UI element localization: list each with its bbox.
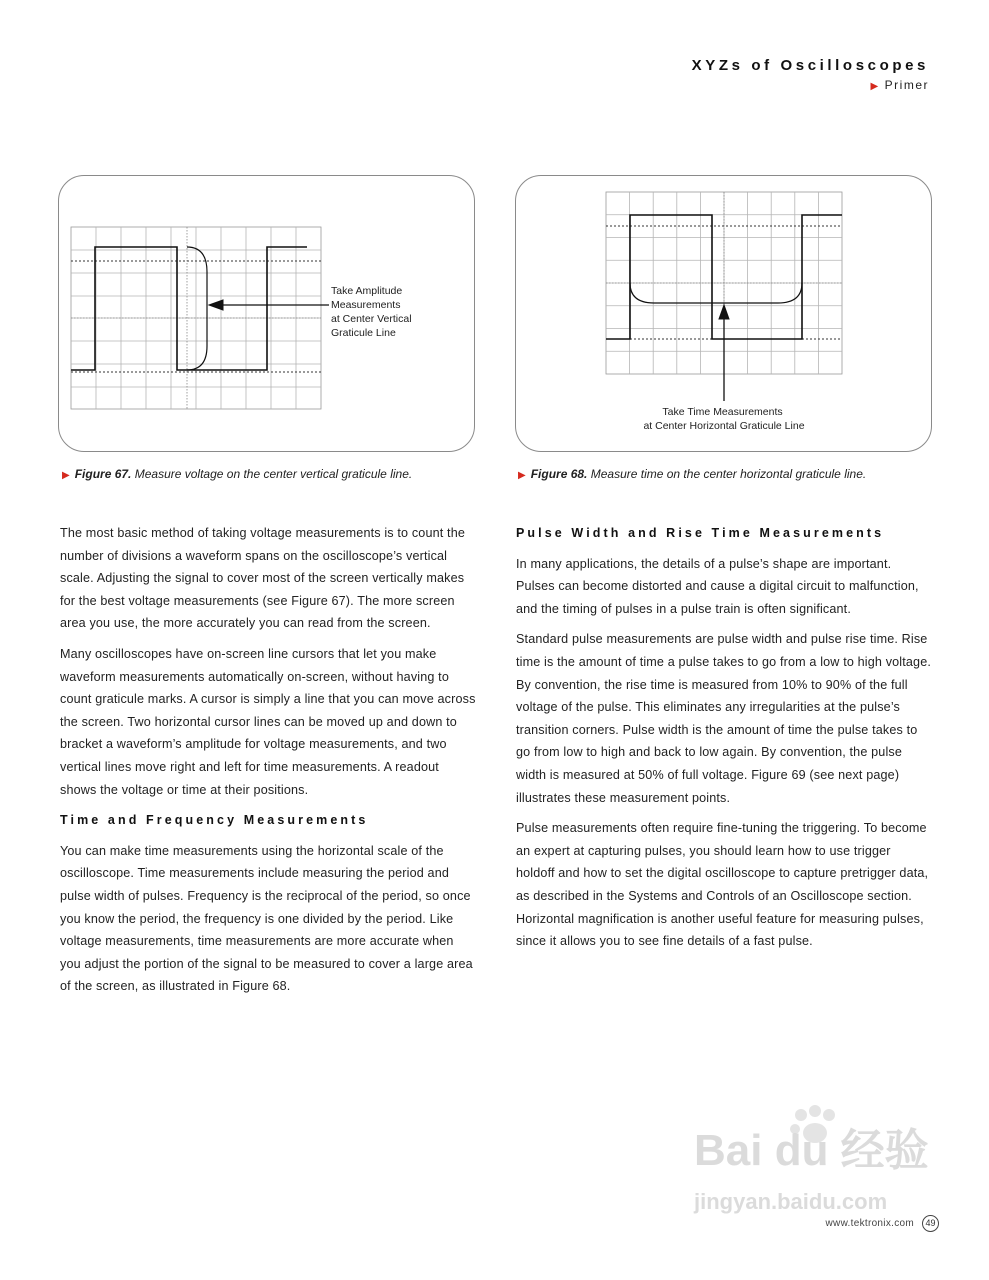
figure-68-caption <box>518 467 866 481</box>
triangle-bullet-icon: ▶ <box>518 470 526 481</box>
rounded-base-trace <box>630 283 802 303</box>
figure-67-annotation: Take Amplitude Measurements at Center Vertical Graticule Line <box>331 285 412 339</box>
document-title: XYZs of Oscilloscopes <box>691 57 929 74</box>
figure-68-box <box>515 175 932 452</box>
paragraph: Pulse measurements often require fine-tuning the triggering. To become an expert at capturing pulses, you should learn how to use trigger holdoff and how to set the digital oscilloscope to capture pretrigger data, as described in the Systems and Controls of an Oscilloscope section. Horizontal magnification is another useful feature for measuring pulses, since it allows you to see fine details of a fast pulse. <box>516 821 929 949</box>
paragraph: Standard pulse measurements are pulse width and pulse rise time. Rise time is the amount of time a pulse takes to go from a low to high voltage. By convention, the rise time is measured from 10% to 90% of the full voltage of the pulse. This eliminates any irregularities at the pulse’s transition corners. Pulse width is the amount of time the pulse takes to go from low to high and back to low again. By convention, the pulse width is measured at 50% of full voltage. Figure 69 (see next page) illustrates these measurement points. <box>516 632 932 805</box>
rounded-edge-trace <box>187 247 207 370</box>
baidu-watermark-logo <box>689 1105 929 1215</box>
triangle-bullet-icon: ▶ <box>870 81 880 92</box>
watermark-site-text: jingyan.baidu.com <box>694 1189 888 1214</box>
page-number: 49 <box>922 1215 939 1232</box>
figure-67-oscilloscope-diagram <box>59 176 474 451</box>
figure-68-oscilloscope-diagram <box>516 176 931 451</box>
paragraph: Many oscilloscopes have on-screen line cursors that let you make waveform measurements automatically on-screen, without having to count graticule marks. A cursor is simply a line that you can move across the screen. Two horizontal cursor lines can be moved up and down to bracket a waveform’s amplitude for voltage measurements, and two vertical lines move right and left for time measurements. A readout shows the voltage or time at their positions. <box>60 646 476 797</box>
figure-68-annotation: Take Time Measurements at Center Horizontal Graticule Line <box>643 406 805 432</box>
square-wave-trace <box>71 247 307 370</box>
subtitle-text: Primer <box>884 78 929 92</box>
watermark-logo-text: Bai du 经验 <box>694 1126 929 1175</box>
caption-text: Measure time on the center horizontal graticule line. <box>587 467 867 481</box>
footer-url[interactable]: www.tektronix.com <box>825 1218 914 1229</box>
caption-text: Measure voltage on the center vertical graticule line. <box>131 467 413 481</box>
paragraph: In many applications, the details of a pulse’s shape are important. Pulses can become distorted and cause a digital circuit to malfunction, and the timing of pulses in a pulse train is often significant. <box>516 556 919 616</box>
left-column <box>60 522 476 1006</box>
document-subtitle <box>870 78 929 92</box>
paragraph: The most basic method of taking voltage measurements is to count the number of divisions a waveform spans on the oscilloscope’s vertical scale. Adjusting the signal to cover most of the screen vertically makes for the best voltage measurements (see Figure 67). The more screen area you use, the more accurately you can read from the screen. <box>60 526 466 631</box>
section-heading: Time and Frequency Measurements <box>60 813 369 828</box>
time-arrow <box>719 305 729 401</box>
triangle-bullet-icon: ▶ <box>62 470 70 481</box>
paragraph: You can make time measurements using the horizontal scale of the oscilloscope. Time measurements include measuring the period and pulse width of pulses. Frequency is the reciprocal of the period, so once you know the period, the frequency is one divided by the period. Like voltage measurements, time measurements are more accurate when you adjust the portion of the signal to be measured to cover a large area of the screen, as illustrated in Figure 68. <box>60 843 473 994</box>
figure-67-box <box>58 175 475 452</box>
figure-67-caption <box>62 467 412 481</box>
right-column <box>516 522 932 961</box>
amplitude-arrow <box>209 300 329 310</box>
section-heading: Pulse Width and Rise Time Measurements <box>516 526 885 540</box>
caption-label: Figure 67. <box>74 467 132 481</box>
caption-label: Figure 68. <box>530 467 588 481</box>
